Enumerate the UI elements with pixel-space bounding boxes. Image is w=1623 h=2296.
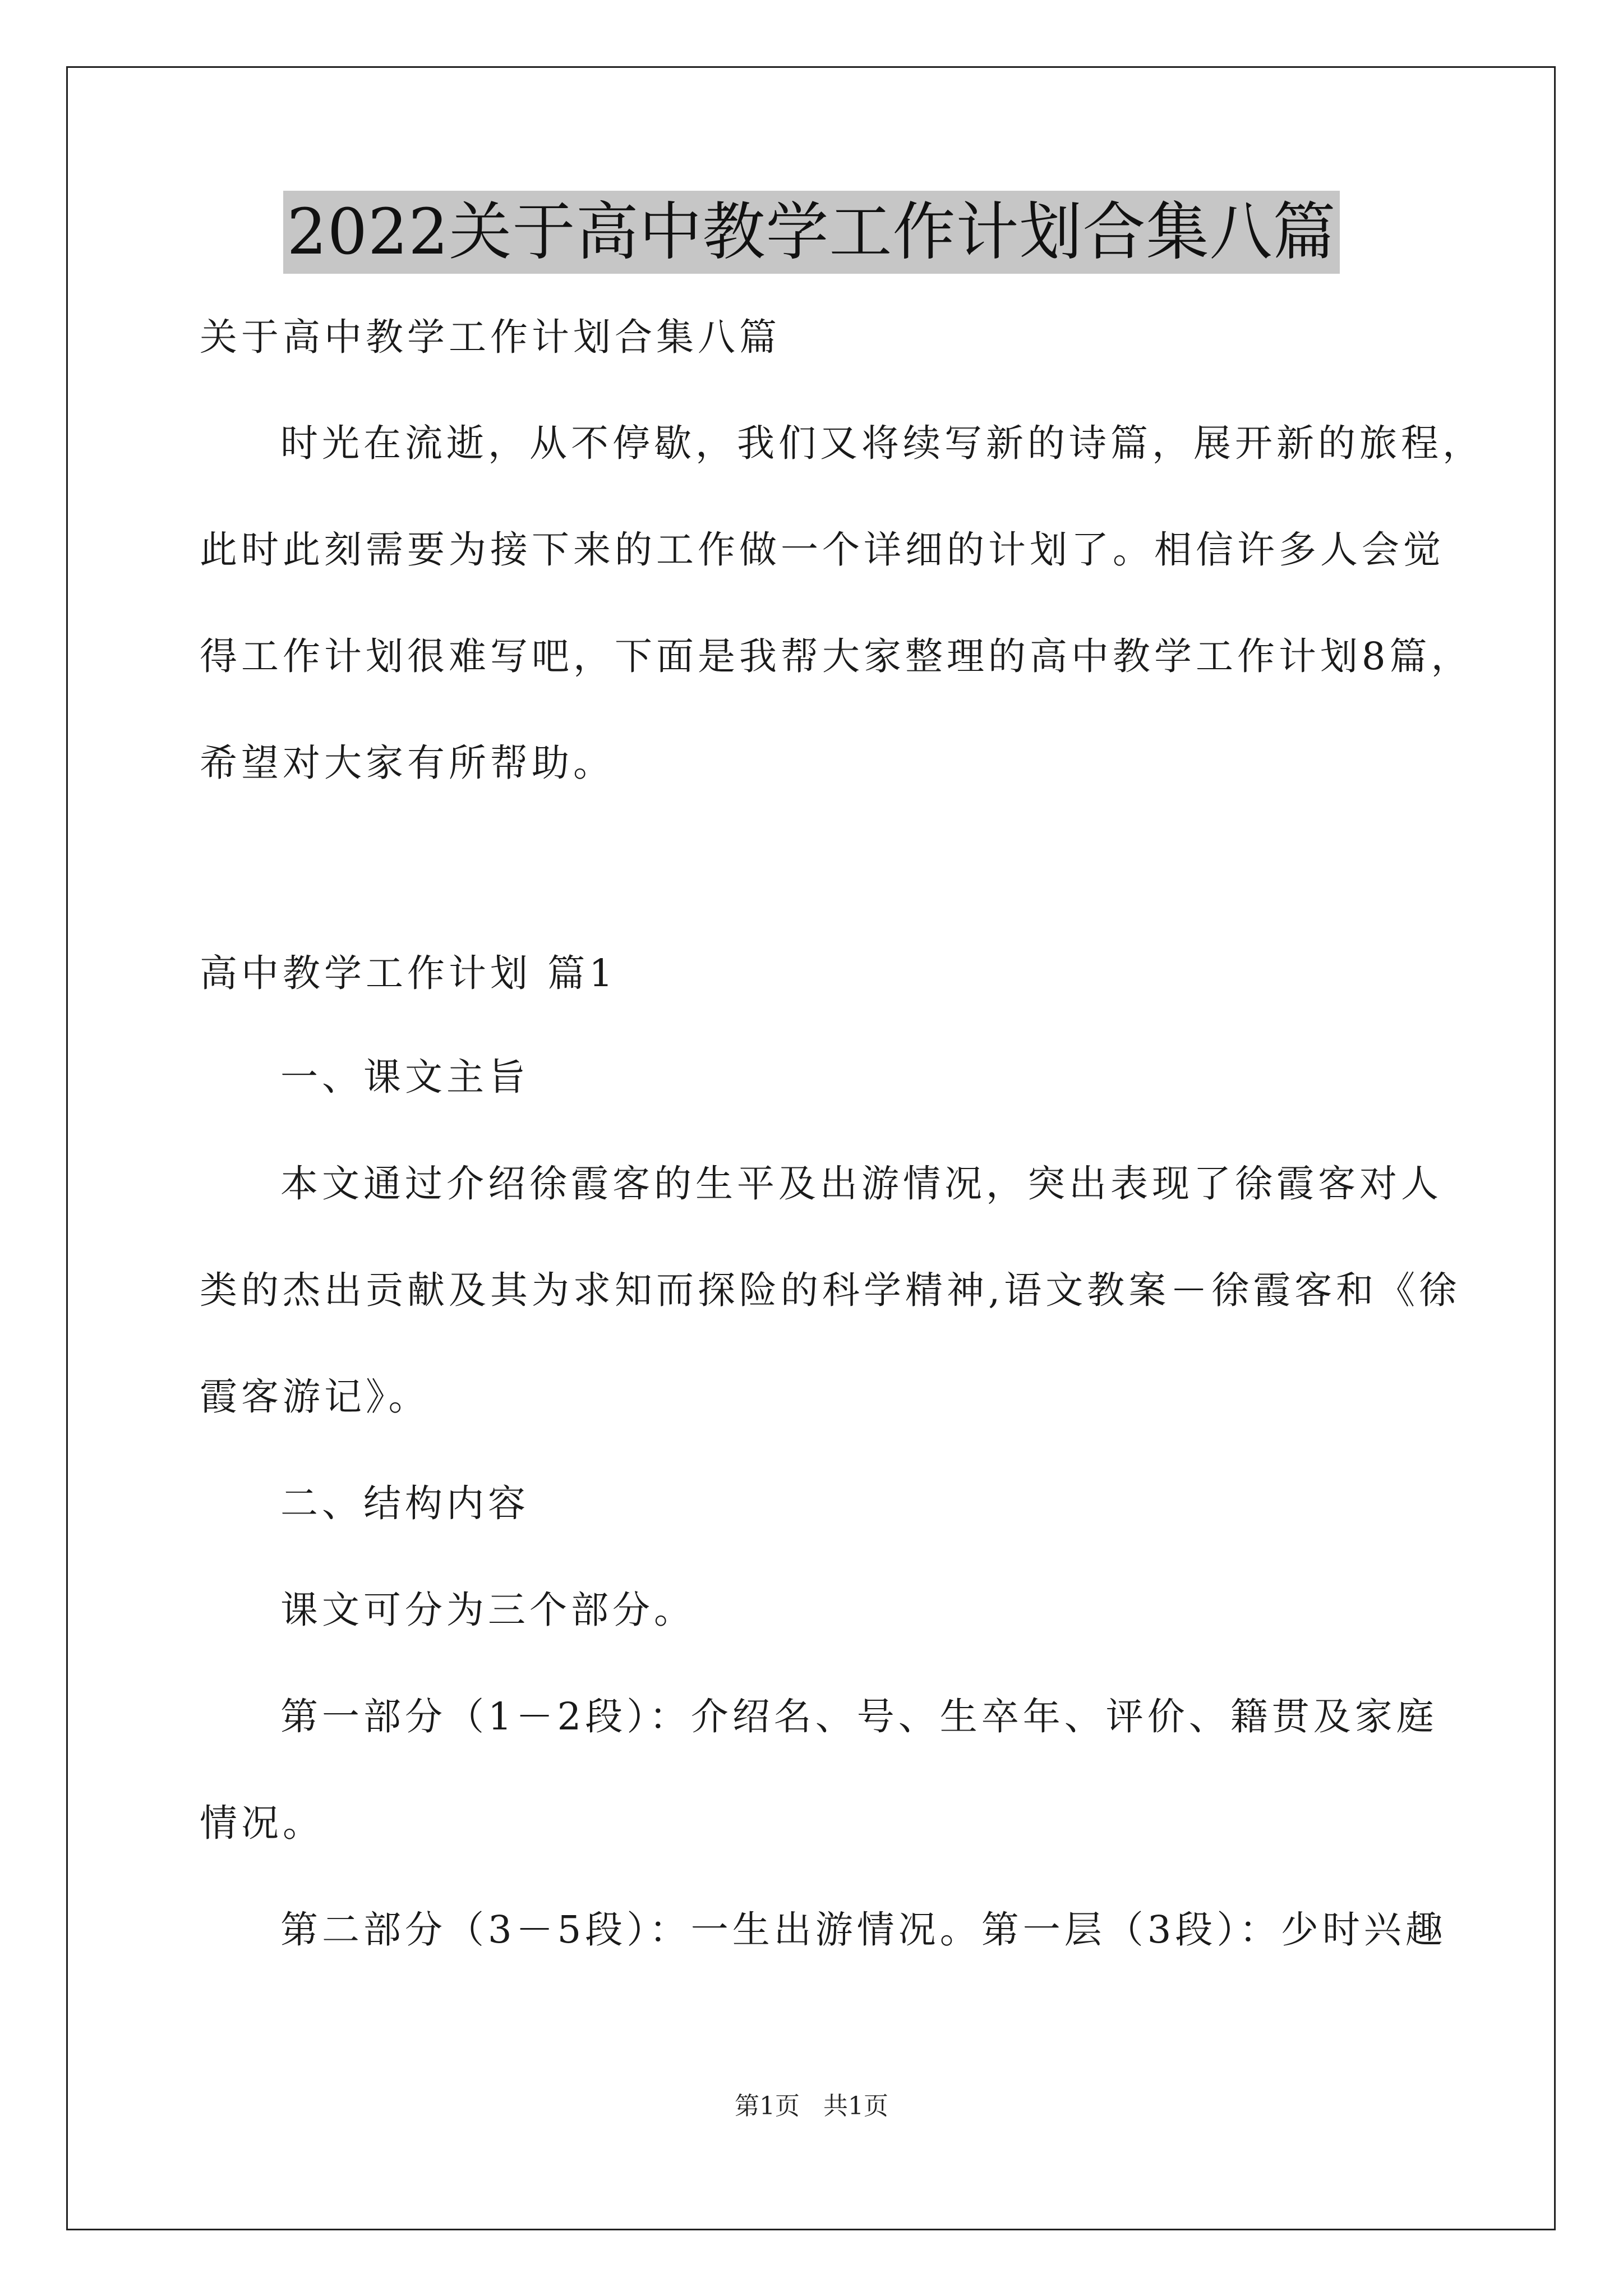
section-heading: 高中教学工作计划 篇1 [200,951,617,995]
intro-line-1: 时光在流逝，从不停歇，我们又将续写新的诗篇，展开新的旅程， [280,421,1484,465]
item1-line-1: 本文通过介绍徐霞客的生平及出游情况，突出表现了徐霞客对人 [280,1162,1442,1205]
item1-line-3: 霞客游记》。 [200,1375,430,1419]
part2-line-1: 第二部分（3－5段）：一生出游情况。第一层（3段）：少时兴趣 [280,1908,1447,1952]
item1-heading: 一、课文主旨 [280,1055,529,1099]
page-footer: 第1页 共1页 [735,2092,888,2120]
document-subtitle: 关于高中教学工作计划合集八篇 [200,315,781,359]
title-container [0,191,1623,274]
item2-heading: 二、结构内容 [280,1481,529,1525]
intro-line-2: 此时此刻需要为接下来的工作做一个详细的计划了。相信许多人会觉 [200,528,1445,572]
item2-intro: 课文可分为三个部分。 [280,1588,695,1632]
part1-line-2: 情况。 [200,1801,324,1845]
item1-line-2: 类的杰出贡献及其为求知而探险的科学精神,语文教案－徐霞客和《徐 [200,1268,1461,1312]
part1-line-1: 第一部分（1－2段）：介绍名、号、生卒年、评价、籍贯及家庭 [280,1695,1438,1738]
intro-line-4: 希望对大家有所帮助。 [200,741,615,785]
intro-line-3: 得工作计划很难写吧，下面是我帮大家整理的高中教学工作计划8篇， [200,634,1473,678]
document-title: 2022关于高中教学工作计划合集八篇 [283,191,1339,274]
